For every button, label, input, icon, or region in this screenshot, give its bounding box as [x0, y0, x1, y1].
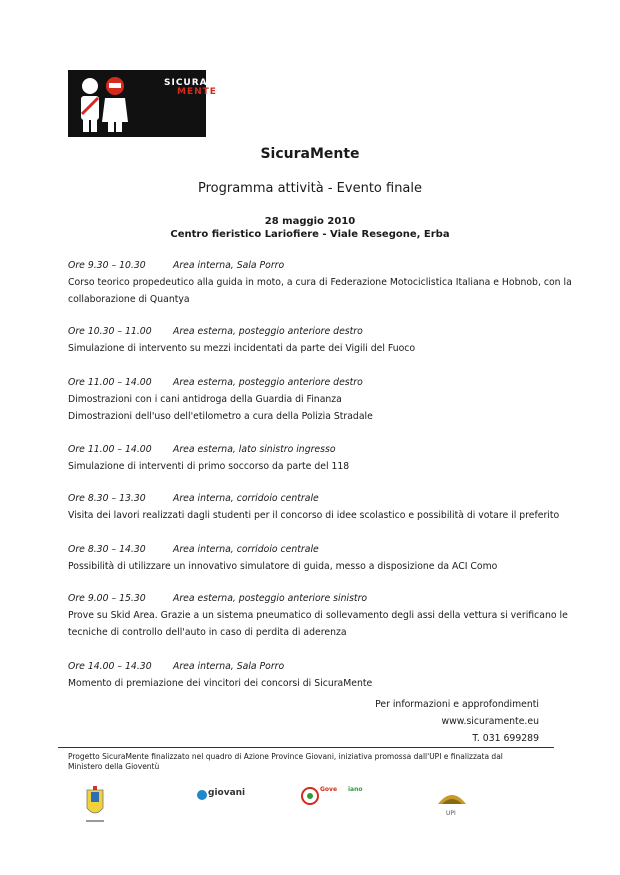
schedule-item [68, 590, 568, 641]
event-venue: Centro fieristico Lariofiere - Viale Resegone, Erba [170, 229, 450, 240]
logo-text-sicura: SICURA [164, 78, 208, 88]
info-label: Per informazioni e approfondimenti [375, 699, 539, 710]
schedule-item [68, 257, 572, 308]
schedule-time: Ore 8.30 – 14.30 [68, 544, 146, 555]
page-subtitle: Programma attività - Evento finale [197, 181, 423, 196]
governo-logo [300, 786, 370, 806]
page-title: SicuraMente [260, 146, 360, 162]
schedule-description: Simulazione di interventi di primo soccorso da parte del 118 [68, 461, 350, 472]
schedule-description: Dimostrazioni dell'uso dell'etilometro a cura della Polizia Stradale [68, 411, 373, 422]
schedule-area: Area esterna, posteggio anteriore destro [173, 326, 363, 337]
footer-divider [58, 747, 554, 748]
azione-giovani-logo [166, 786, 246, 804]
schedule-time: Ore 9.00 – 15.30 [68, 593, 146, 604]
schedule-description: Momento di premiazione dei vincitori dei concorsi di SicuraMente [68, 678, 373, 689]
upi-logo-text: UPI [446, 810, 456, 817]
phone-number: T. 031 699289 [472, 733, 539, 744]
schedule-item [68, 658, 548, 692]
schedule-item [68, 374, 548, 425]
contact-info [375, 696, 539, 747]
schedule-item [68, 323, 548, 357]
schedule-description: Visita dei lavori realizzati dagli studenti per il concorso di idee scolastico e possibilità di votare il preferito [68, 510, 560, 521]
schedule-description: tecniche di controllo dell'auto in caso di perdita di aderenza [68, 627, 347, 638]
event-date: 28 maggio 2010 [264, 216, 356, 227]
schedule-description: Dimostrazioni con i cani antidroga della Guardia di Finanza [68, 394, 342, 405]
schedule-description: Possibilità di utilizzare un innovativo simulatore di guida, messo a disposizione da ACI Como [68, 561, 498, 572]
province-crest-icon [84, 784, 106, 828]
footer-note: Progetto SicuraMente finalizzato nel quadro di Azione Province Giovani, iniziativa promossa dall'UPI e finalizzata dal Ministero della Gioventù [68, 752, 503, 771]
schedule-time: Ore 8.30 – 13.30 [68, 493, 146, 504]
schedule-description: collaborazione di Quantya [68, 294, 190, 305]
website-link[interactable]: www.sicuramente.eu [441, 716, 539, 727]
schedule-area: Area esterna, posteggio anteriore destro [173, 377, 363, 388]
schedule-description: Prove su Skid Area. Grazie a un sistema pneumatico di sollevamento degli assi della vettura si verificano le [68, 610, 568, 621]
logo-text-mente: MENTE [177, 87, 217, 97]
schedule-item [68, 441, 548, 475]
upi-logo [432, 784, 472, 820]
schedule-time: Ore 11.00 – 14.00 [68, 444, 152, 455]
logo-figures-icon [68, 70, 136, 137]
schedule-time: Ore 9.30 – 10.30 [68, 260, 146, 271]
schedule-time: Ore 11.00 – 14.00 [68, 377, 152, 388]
gov-logo-text: Gove [320, 786, 338, 793]
schedule-description: Simulazione di intervento su mezzi incidentati da parte dei Vigili del Fuoco [68, 343, 416, 354]
azione-logo-text: giovani [208, 788, 246, 798]
schedule-area: Area esterna, lato sinistro ingresso [173, 444, 336, 455]
gov-logo-text-2: iano [348, 786, 363, 793]
schedule-area: Area esterna, posteggio anteriore sinistro [173, 593, 368, 604]
schedule-area: Area interna, Sala Porro [173, 260, 285, 271]
schedule-time: Ore 14.00 – 14.30 [68, 661, 152, 672]
schedule-description: Corso teorico propedeutico alla guida in moto, a cura di Federazione Motociclistica Italiana e Hobnob, con la [68, 277, 572, 288]
schedule-time: Ore 10.30 – 11.00 [68, 326, 152, 337]
sicuramente-logo [68, 70, 217, 137]
schedule-area: Area interna, Sala Porro [173, 661, 285, 672]
schedule-area: Area interna, corridoio centrale [173, 493, 319, 504]
schedule-item [68, 541, 548, 575]
schedule-item [68, 490, 560, 524]
schedule-area: Area interna, corridoio centrale [173, 544, 319, 555]
